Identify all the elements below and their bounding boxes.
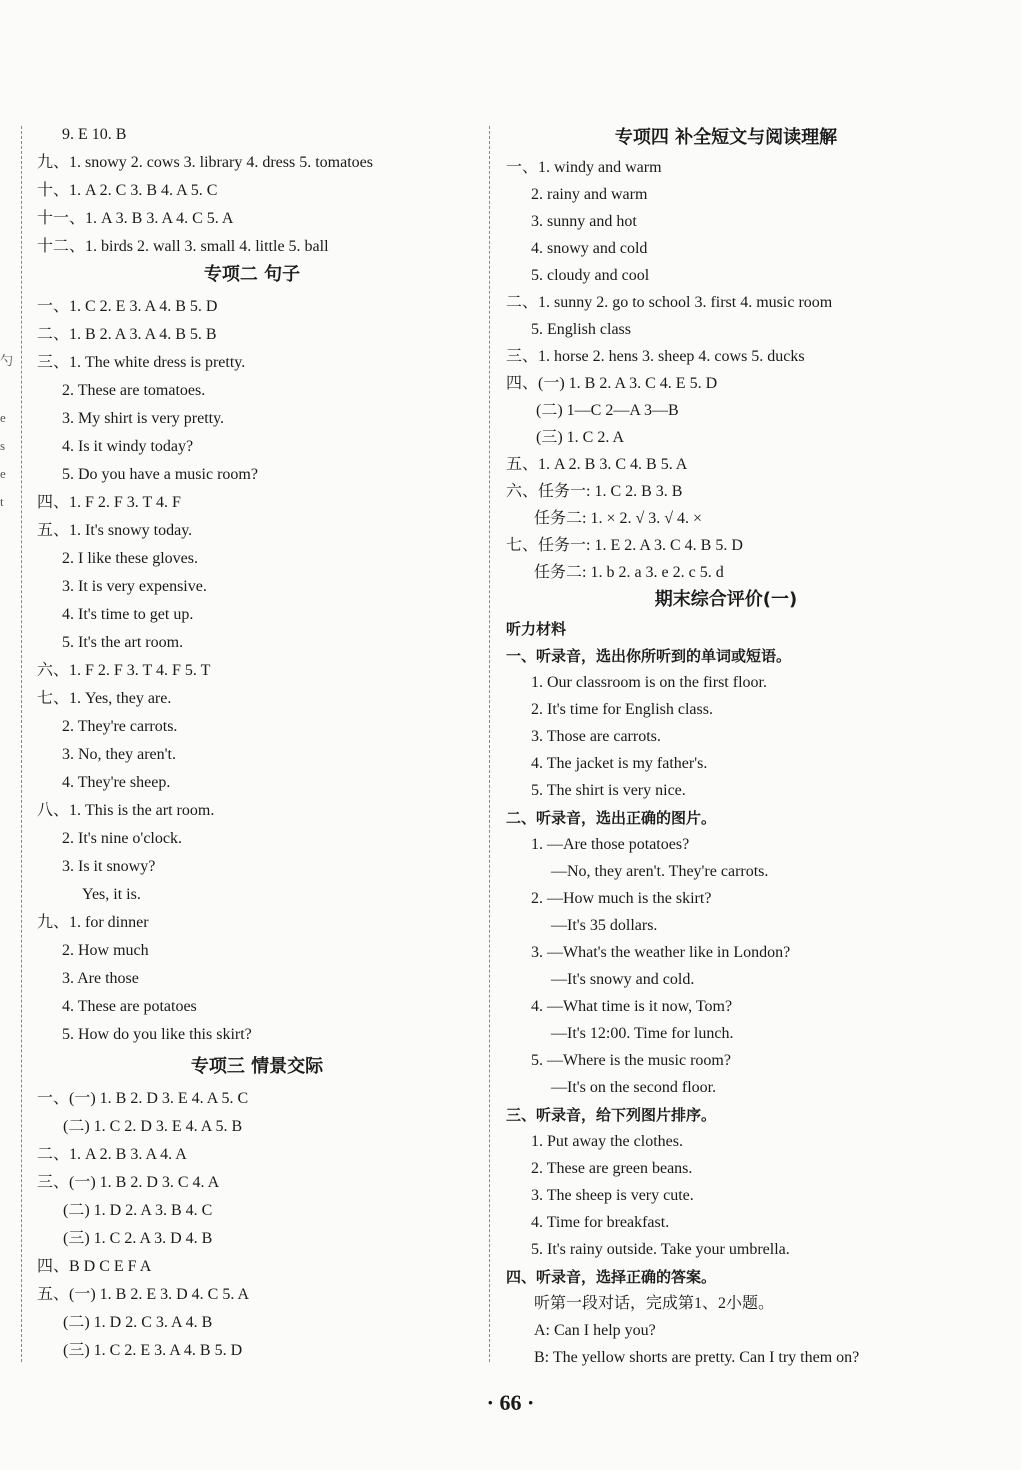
transcript-line: 1. Our classroom is on the first floor. [531,674,767,691]
transcript-line: 4. Time for breakfast. [531,1214,670,1231]
answer-line: 4. snowy and cold [531,240,648,257]
answer-line: 3. My shirt is very pretty. [62,410,225,427]
answer-line: 七、1. Yes, they are. [37,690,172,707]
answer-line: 4. Is it windy today? [62,438,194,455]
answer-line: 2. They're carrots. [62,718,178,735]
answer-line: 3. It is very expensive. [62,578,207,595]
answer-line: 三、1. The white dress is pretty. [37,354,246,371]
answer-line: 七、任务一: 1. E 2. A 3. C 4. B 5. D [506,537,743,554]
answer-line: 任务二: 1. × 2. √ 3. √ 4. × [534,510,703,527]
transcript-line: —It's on the second floor. [551,1079,717,1096]
transcript-line: 1. —Are those potatoes? [531,836,690,853]
transcript-line: 3. —What's the weather like in London? [531,944,791,961]
answer-line: 二、1. B 2. A 3. A 4. B 5. B [37,326,217,343]
answer-line: 一、1. windy and warm [506,159,662,176]
transcript-line: 1. Put away the clothes. [531,1133,683,1150]
transcript-line: —No, they aren't. They're carrots. [551,863,769,880]
answer-line: 六、1. F 2. F 3. T 4. F 5. T [37,662,211,679]
answer-line: 4. They're sheep. [62,774,171,791]
question-heading: 三、听录音，给下列图片排序。 [506,1106,717,1124]
answer-line: 5. Do you have a music room? [62,466,258,483]
answer-line: 四、(一) 1. B 2. A 3. C 4. E 5. D [506,375,718,392]
transcript-line: 5. —Where is the music room? [531,1052,731,1069]
column-divider [489,126,490,1362]
transcript-line: 2. —How much is the skirt? [531,890,712,907]
question-heading: 四、听录音，选择正确的答案。 [506,1268,717,1286]
answer-line: 一、1. C 2. E 3. A 4. B 5. D [37,298,218,315]
transcript-line: 2. It's time for English class. [531,701,713,718]
answer-line: 四、1. F 2. F 3. T 4. F [37,494,181,511]
answer-line: 9. E 10. B [62,126,127,143]
edge-fragment: t [0,494,4,509]
transcript-line: A: Can I help you? [534,1322,656,1339]
answer-line: 3. Are those [62,970,139,987]
answer-line: (二) 1—C 2—A 3—B [536,402,679,419]
transcript-line: 4. The jacket is my father's. [531,755,708,772]
answer-line: 十二、1. birds 2. wall 3. small 4. little 5. ball [37,238,329,255]
section-heading: 期末综合评价(一) [654,589,798,610]
section-heading: 专项四 补全短文与阅读理解 [614,127,838,148]
answer-line: 九、1. snowy 2. cows 3. library 4. dress 5. tomatoes [37,154,373,171]
answer-line: 4. These are potatoes [62,998,197,1015]
answer-line: (三) 1. C 2. A 3. D 4. B [63,1230,213,1247]
answer-line: 任务二: 1. b 2. a 3. e 2. c 5. d [534,564,724,581]
answer-line: (二) 1. D 2. C 3. A 4. B [63,1314,213,1331]
answer-line: 5. How do you like this skirt? [62,1026,252,1043]
transcript-line: —It's 35 dollars. [551,917,658,934]
answer-line: 2. rainy and warm [531,186,648,203]
answer-line: 3. No, they aren't. [62,746,176,763]
subsection-label: 听力材料 [506,620,567,638]
answer-line: (二) 1. D 2. A 3. B 4. C [63,1202,213,1219]
transcript-line: B: The yellow shorts are pretty. Can I try them on? [534,1349,860,1366]
edge-fragment: s [0,438,6,453]
transcript-line: 3. Those are carrots. [531,728,661,745]
transcript-line: 5. It's rainy outside. Take your umbrella. [531,1241,790,1258]
answer-line: 三、1. horse 2. hens 3. sheep 4. cows 5. ducks [506,348,805,365]
question-heading: 一、听录音，选出你所听到的单词或短语。 [506,647,792,665]
transcript-line: —It's snowy and cold. [551,971,695,988]
edge-fragment: 勺 [0,353,14,368]
answer-line: 九、1. for dinner [37,914,149,931]
answer-line: 3. Is it snowy? [62,858,156,875]
page-number: · 66 · [486,1390,535,1415]
transcript-line: —It's 12:00. Time for lunch. [551,1025,734,1042]
answer-line: (二) 1. C 2. D 3. E 4. A 5. B [63,1118,243,1135]
answer-line: 5. cloudy and cool [531,267,650,284]
answer-line: 2. These are tomatoes. [62,382,206,399]
transcript-line: 3. The sheep is very cute. [531,1187,694,1204]
answer-line: 2. How much [62,942,149,959]
answer-line: 三、(一) 1. B 2. D 3. C 4. A [37,1174,220,1191]
transcript-line: 2. These are green beans. [531,1160,693,1177]
answer-line: 十、1. A 2. C 3. B 4. A 5. C [37,182,218,199]
answer-line: 4. It's time to get up. [62,606,194,623]
answer-line: 八、1. This is the art room. [37,802,215,819]
answer-line: 五、1. A 2. B 3. C 4. B 5. A [506,456,688,473]
transcript-line: 5. The shirt is very nice. [531,782,686,799]
answer-line: 2. It's nine o'clock. [62,830,182,847]
left-margin-rule [21,126,22,1362]
answer-line: 5. It's the art room. [62,634,184,651]
edge-fragment: e [0,410,6,425]
transcript-line: 4. —What time is it now, Tom? [531,998,733,1015]
answer-line: 五、1. It's snowy today. [37,522,193,539]
answer-line: 六、任务一: 1. C 2. B 3. B [506,483,683,500]
answer-line: 二、1. sunny 2. go to school 3. first 4. music room [506,294,833,311]
answer-line: 十一、1. A 3. B 3. A 4. C 5. A [37,210,234,227]
question-heading: 二、听录音，选出正确的图片。 [506,809,717,827]
answer-line: 五、(一) 1. B 2. E 3. D 4. C 5. A [37,1286,250,1303]
answer-line: Yes, it is. [82,886,141,903]
answer-line: 2. I like these gloves. [62,550,198,567]
section-heading: 专项二 句子 [203,264,301,285]
answer-line: (三) 1. C 2. E 3. A 4. B 5. D [63,1342,243,1359]
answer-line: 3. sunny and hot [531,213,637,230]
answer-line: 四、B D C E F A [37,1258,152,1275]
answer-line: 二、1. A 2. B 3. A 4. A [37,1146,187,1163]
answer-line: 一、(一) 1. B 2. D 3. E 4. A 5. C [37,1090,249,1107]
section-heading: 专项三 情景交际 [190,1056,324,1077]
answer-line: (三) 1. C 2. A [536,429,625,446]
answer-line: 5. English class [531,321,631,338]
edge-fragment: e [0,466,6,481]
transcript-line: 听第一段对话，完成第1、2小题。 [534,1295,775,1312]
